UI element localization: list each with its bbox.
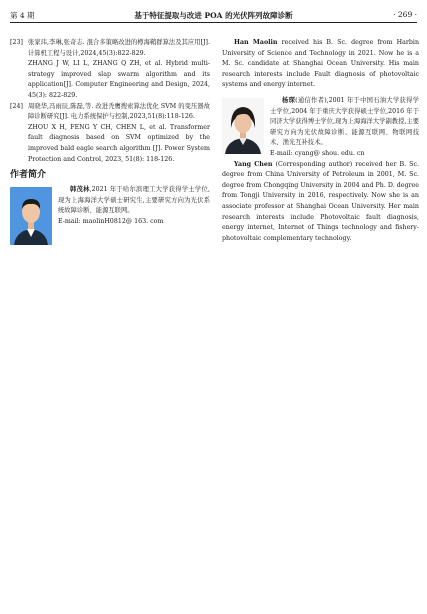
author-bio-yang-zh — [222, 96, 419, 160]
reference-24 — [10, 102, 210, 166]
portrait-male-icon — [10, 187, 52, 245]
author-photo-yang — [222, 98, 264, 154]
portrait-female-icon — [222, 98, 264, 154]
reference-zh: 周晓华,冯雨辰,陈磊,等. 改进秃鹰搜索算法优化 SVM 的变压器故障诊断研究[J]. 电力系统保护与控制,2023,51(8):118-126. — [28, 102, 210, 121]
running-title: 基于特征提取与改进 POA 的光伏阵列故障诊断 — [134, 11, 293, 20]
author-name: 韩茂林 — [70, 186, 90, 194]
reference-number: [24] — [10, 102, 23, 110]
author-name: Yang Chen — [234, 160, 273, 168]
author-photo-han — [10, 187, 52, 245]
author-bio-text: (通信作者),2001 年于中国石油大学获得学士学位,2004 年于重庆大学获得硕士学位,2016 年于同济大学获得博士学位,现为上海海洋大学副教授,主要研究方向为光伏故障诊断、能源互联网、物联网技术、渔光互补技术。 — [270, 96, 419, 147]
author-bio-text: ,2021 年于哈尔滨理工大学获得学士学位,现为上海海洋大学硕士研究生,主要研究方向为光伏系统故障诊断、能源互联网。 — [58, 186, 211, 215]
page-number: · 269 · — [393, 10, 417, 19]
author-bio-text: (Corresponding author) received her B. Sc. degree from China University of Petroleum in 2001, M. Sc. degree from Chongqing University in 2004 and Ph. D. degree from Tongji University in 2016, respectively. Now she is an associate professor at Shanghai Ocean University. Her main research interests include Photovoltaic fault diagnosis, energy internet, Internet of Things technology and fishery-photovoltaic complementary technology. — [222, 160, 420, 242]
author-bio-yang-en — [222, 160, 419, 245]
reference-number: [23] — [10, 39, 23, 46]
reference-zh: 张家玮,李琳,张奇志. 混合多策略改进的樽海鞘群算法及其应用[J]. 计算机工程与设计,2024,45(3):822-829. — [28, 39, 210, 57]
author-email: E-mail: cyang@ shou. edu. cn — [270, 149, 365, 157]
author-bio-han-zh — [10, 185, 210, 247]
author-bio-text: received his B. Sc. degree from Harbin University of Science and Technology in 2021. Now he is a M. Sc. candidate at Shanghai Ocean University. His main research interests include Fault diagnosis of photovoltaic systems and energy internet. — [222, 39, 419, 89]
reference-en: ZHOU X H, FENG Y CH, CHEN L, et al. Transformer fault diagnosis based on SVM optimized by the improved bald eagle search algorithm [J]. Power System Protection and Control, 2023, 51(8): 118-126. — [28, 123, 210, 163]
author-bio-han-en — [222, 38, 419, 91]
author-email: E-mail: maolinH0812@ 163. com — [58, 217, 164, 225]
issue-number: 第 4 期 — [10, 11, 35, 20]
reference-23 — [10, 38, 210, 102]
reference-en: ZHANG J W, LI L, ZHANG Q ZH, et al. Hybrid multi-strategy improved slap swarm algorithm and its application[J]. Computer Engineering and Design, 2024, 45(3): 822-829. — [28, 60, 210, 99]
author-name: 杨琛 — [282, 96, 296, 104]
right-column — [222, 38, 419, 244]
left-column — [10, 38, 210, 247]
authors-section-title: 作者简介 — [10, 170, 47, 181]
author-name: Han Maolin — [234, 39, 278, 46]
page-header — [10, 6, 417, 23]
